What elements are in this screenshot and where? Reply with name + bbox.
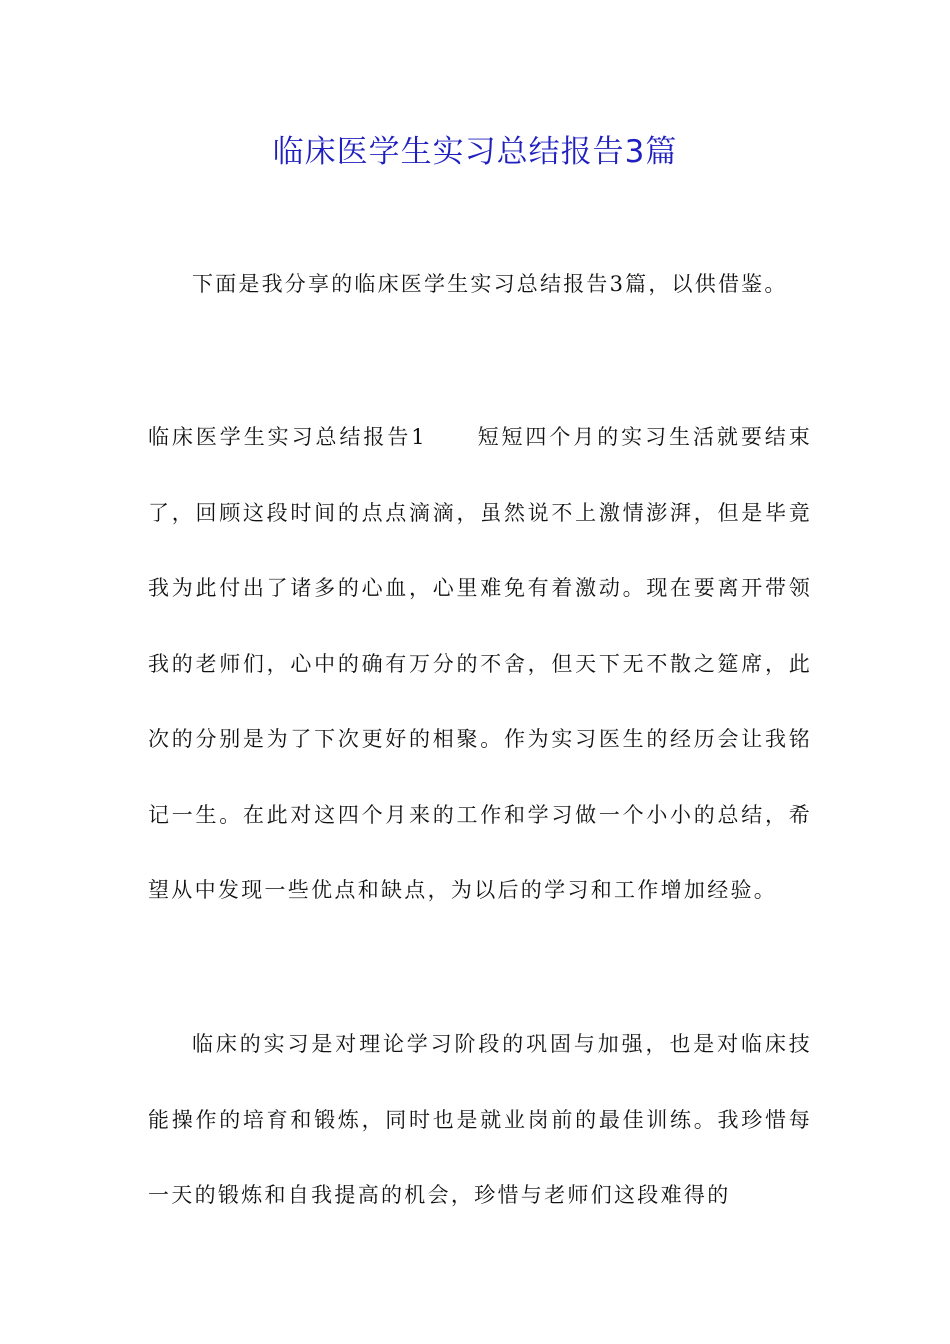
document-title: 临床医学生实习总结报告3篇 [272, 134, 678, 170]
paragraph-2: 临床的实习是对理论学习阶段的巩固与加强，也是对临床技能操作的培育和锻炼，同时也是就业岗前的最佳训练。我珍惜每一天的锻炼和自我提高的机会，珍惜与老师们这段难得的 [148, 1032, 812, 1207]
paragraph-1-text: 短短四个月的实习生活就要结束了，回顾这段时间的点点滴滴，虽然说不上激情澎湃，但是毕竟我为此付出了诸多的心血，心里难免有着激动。现在要离开带领我的老师们，心中的确有万分的不舍，但天下无不散之筵席，此次的分别是为了下次更好的相聚。作为实习医生的经历会让我铭记一生。在此对这四个月来的工作和学习做一个小小的总结，希望从中发现一些优点和缺点，为以后的学习和工作增加经验。 [148, 425, 812, 902]
section-1-paragraph [148, 400, 812, 929]
intro-paragraph: 下面是我分享的临床医学生实习总结报告3篇，以供借鉴。 [192, 272, 788, 296]
section-heading: 临床医学生实习总结报告1 [148, 425, 427, 449]
